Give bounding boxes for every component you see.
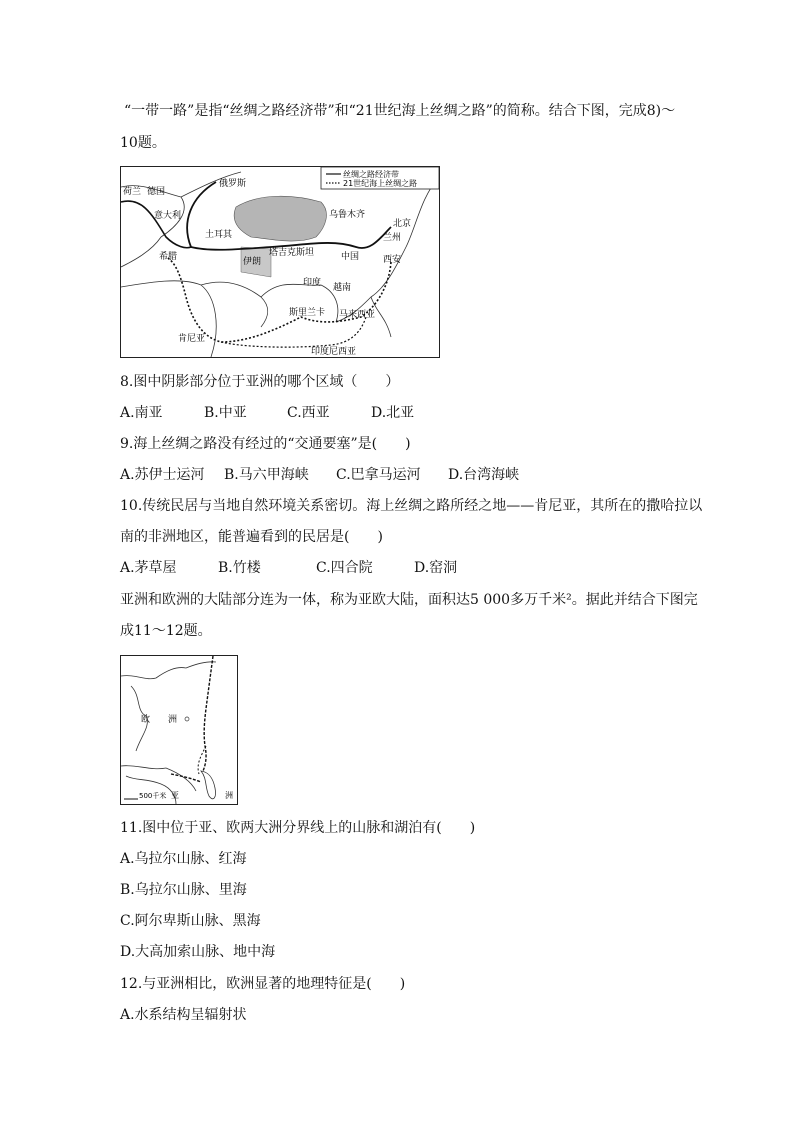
label-kenya: 肯尼亚 xyxy=(178,334,206,344)
label-asia: 亚 xyxy=(171,791,179,800)
label-china: 中国 xyxy=(341,252,360,262)
q8-option-c[interactable]: C.西亚 xyxy=(287,405,330,421)
intro-1-line-1: “一带一路”是指“丝绸之路经济带”和“21世纪海上丝绸之路”的简称。结合下图，完成8)～ xyxy=(124,103,676,119)
label-germany: 德国 xyxy=(147,187,166,197)
eurasia-map xyxy=(120,655,238,805)
label-iran: 伊朗 xyxy=(243,257,262,267)
q8-options xyxy=(120,403,414,423)
q10-option-c[interactable]: C.四合院 xyxy=(316,560,373,576)
q9-stem: 9.海上丝绸之路没有经过的“交通要塞”是( ) xyxy=(120,436,411,452)
intro-2-line-2: 成11～12题。 xyxy=(120,623,212,639)
q9-options xyxy=(120,465,519,485)
label-kazakhstan: 塔吉克斯坦 xyxy=(269,248,315,258)
q10-line-1: 10.传统民居与当地自然环境关系密切。海上丝绸之路所经之地——肯尼亚，其所在的撒哈拉以 xyxy=(120,498,703,514)
q10-option-a[interactable]: A.茅草屋 xyxy=(120,560,177,576)
q9-option-d[interactable]: D.台湾海峡 xyxy=(448,467,520,483)
label-indonesia: 印度尼西亚 xyxy=(311,347,357,357)
label-vietnam: 越南 xyxy=(333,283,352,293)
q10-option-b[interactable]: B.竹楼 xyxy=(218,560,261,576)
q8-option-d[interactable]: D.北亚 xyxy=(371,405,415,421)
legend-land: 丝绸之路经济带 xyxy=(343,170,399,179)
intro-1-line-2: 10题。 xyxy=(120,135,166,151)
q10-options xyxy=(120,558,457,578)
eurasia-map-svg xyxy=(121,656,237,804)
q8-option-a[interactable]: A.南亚 xyxy=(120,405,163,421)
label-netherlands: 荷兰 xyxy=(123,187,142,197)
label-srilanka: 斯里兰卡 xyxy=(289,308,326,318)
q11-option-a[interactable]: A.乌拉尔山脉、红海 xyxy=(120,851,247,867)
q10-option-d[interactable]: D.窑洞 xyxy=(414,560,458,576)
shaded-region xyxy=(234,196,326,241)
label-italy: 意大利 xyxy=(154,211,182,221)
q11-option-b[interactable]: B.乌拉尔山脉、里海 xyxy=(120,882,247,898)
silk-road-map xyxy=(120,166,440,358)
label-urumqi: 乌鲁木齐 xyxy=(329,210,366,220)
q9-option-b[interactable]: B.马六甲海峡 xyxy=(224,467,309,483)
label-europe: 欧 洲 xyxy=(141,715,178,725)
label-greece: 希腊 xyxy=(159,252,178,262)
q11-option-c[interactable]: C.阿尔卑斯山脉、黑海 xyxy=(120,913,261,929)
q12-option-a[interactable]: A.水系结构呈辐射状 xyxy=(120,1007,247,1023)
label-xian: 西安 xyxy=(383,255,402,265)
label-turkey: 土耳其 xyxy=(205,230,233,240)
ural-mountains xyxy=(203,656,213,771)
q10-line-2: 南的非洲地区，能普遍看到的民居是( ) xyxy=(120,529,383,545)
q11-stem: 11.图中位于亚、欧两大洲分界线上的山脉和湖泊有( ) xyxy=(120,820,476,836)
q9-option-c[interactable]: C.巴拿马运河 xyxy=(336,467,421,483)
q11-option-d[interactable]: D.大高加索山脉、地中海 xyxy=(120,944,276,960)
q8-option-b[interactable]: B.中亚 xyxy=(204,405,247,421)
label-india: 印度 xyxy=(303,278,322,288)
intro-2-line-1: 亚洲和欧洲的大陆部分连为一体，称为亚欧大陆，面积达5 000多万千米²。据此并结合下图完 xyxy=(120,592,698,608)
legend-sea: 21世纪海上丝绸之路 xyxy=(343,179,418,188)
q8-stem: 8.图中阴影部分位于亚洲的哪个区域（ ） xyxy=(120,374,400,390)
label-lanzhou: 兰州 xyxy=(383,233,402,243)
label-beijing: 北京 xyxy=(393,219,412,229)
silk-road-map-svg xyxy=(121,167,439,357)
q12-stem: 12.与亚洲相比，欧洲显著的地理特征是( ) xyxy=(120,976,406,992)
label-asia-2: 洲 xyxy=(225,791,233,800)
label-russia: 俄罗斯 xyxy=(219,179,247,189)
q9-option-a[interactable]: A.苏伊士运河 xyxy=(120,467,205,483)
scale-bar-label: 500千米 xyxy=(139,792,167,800)
label-malaysia: 马来西亚 xyxy=(339,310,376,320)
